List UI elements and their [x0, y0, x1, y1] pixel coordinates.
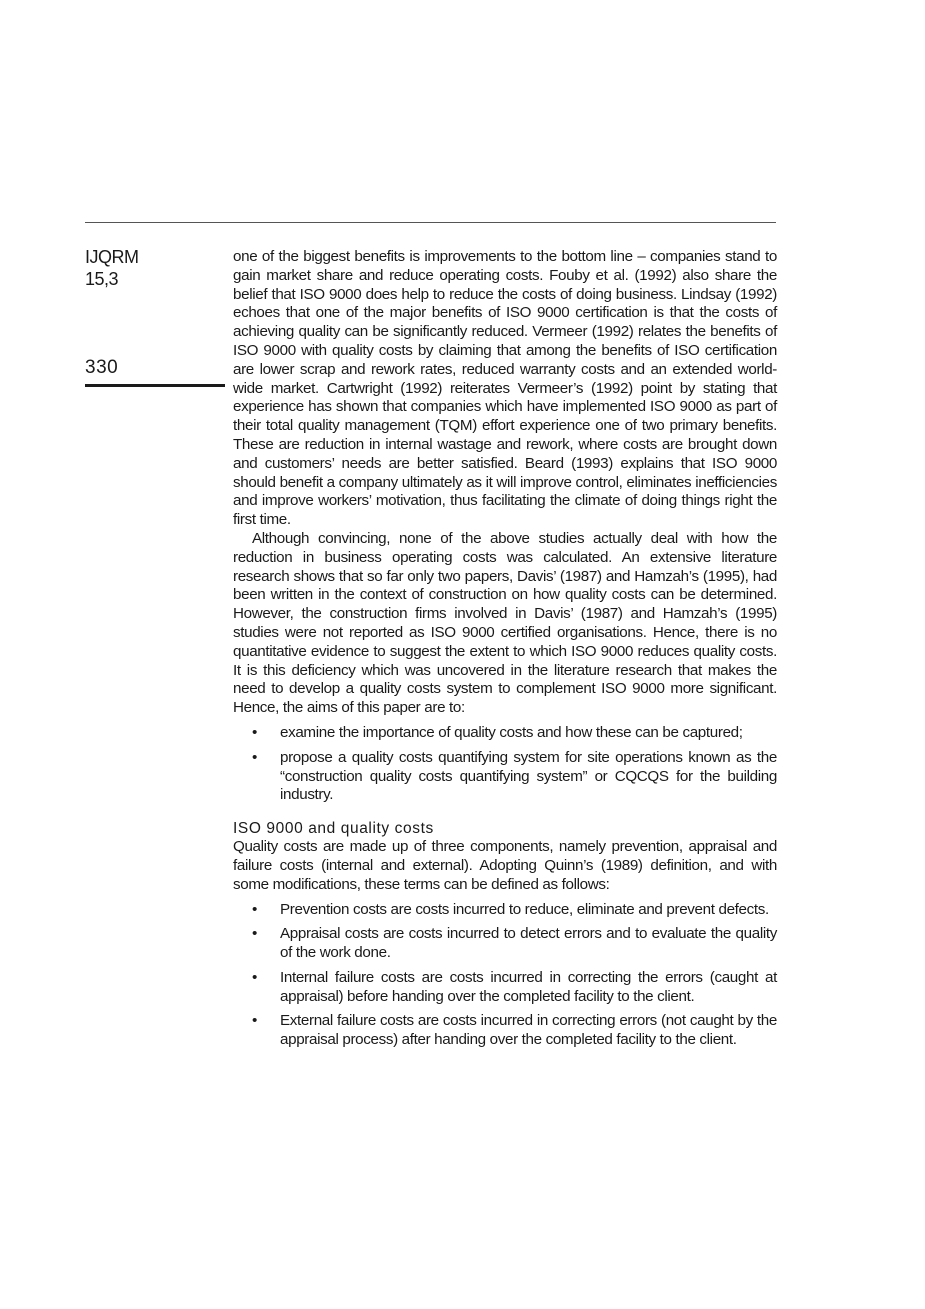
list-item — [233, 749, 777, 805]
bullet-icon: • — [252, 723, 257, 741]
list-item — [233, 969, 777, 1007]
section-heading: ISO 9000 and quality costs — [233, 820, 434, 838]
bullet-icon: • — [252, 900, 257, 918]
page-number: 330 — [85, 357, 119, 378]
list-item-text: Internal failure costs are costs incurred in correcting the errors (caught at appraisal) before handing over the completed facility to the client. — [280, 968, 777, 1005]
list-item — [233, 724, 777, 743]
header-rule — [85, 222, 776, 223]
body-paragraph-2: Although convincing, none of the above studies actually deal with how the reduction in business operating costs was calculated. An extensive literature research shows that so far only two papers, Davis’ (1987) and Hamzah’s (1995), had been written in the context of construction on how quality costs can be determined. However, the construction firms involved in Davis’ (1987) and Hamzah’s (1995) studies were not reported as ISO 9000 certified organisations. Hence, there is no quantitative evidence to suggest the extent to which ISO 9000 reduces quality costs. It is this deficiency which was uncovered in the literature research that makes the need to develop a quality costs system to complement ISO 9000 more significant. Hence, the aims of this paper are to: — [233, 529, 777, 717]
aims-list — [233, 724, 777, 805]
body-paragraph-1: one of the biggest benefits is improvements to the bottom line – companies stand to gain market share and reduce operating costs. Fouby et al. (1992) also share the belief that ISO 9000 does help to reduce the costs of doing business. Lindsay (1992) echoes that one of the major benefits of ISO 9000 certification is that the costs of achieving quality can be significantly reduced. Vermeer (1992) relates the benefits of ISO 9000 with quality costs by claiming that among the benefits of ISO certification are lower scrap and rework rates, reduced warranty costs and an extended world-wide market. Cartwright (1992) reiterates Vermeer’s (1992) point by stating that experience has shown that companies which have implemented ISO 9000 as part of their total quality management (TQM) effort experience one of two primary benefits. These are reduction in internal wastage and rework, where costs are brought down and customers’ needs are better satisfied. Beard (1993) explains that ISO 9000 should benefit a company ultimately as it will improve control, eliminates inefficiencies and improve workers’ motivation, thus facilitating the climate of doing things right the first time. — [233, 248, 777, 529]
definitions-list — [233, 901, 777, 1051]
bullet-icon: • — [252, 925, 257, 943]
page-number-rule — [85, 384, 225, 387]
list-item-text: External failure costs are costs incurred in correcting errors (not caught by the appraisal process) after handing over the completed facility to the client. — [280, 1012, 777, 1049]
bullet-icon: • — [252, 748, 257, 766]
list-item-text: propose a quality costs quantifying system for site operations known as the “construction quality costs quantifying system” or CQCQS for the building industry. — [280, 748, 777, 804]
running-header — [85, 246, 225, 290]
list-item-text: Prevention costs are costs incurred to reduce, eliminate and prevent defects. — [280, 900, 769, 918]
bullet-icon: • — [252, 1012, 257, 1030]
list-item-text: examine the importance of quality costs and how these can be captured; — [280, 723, 743, 741]
list-item — [233, 1012, 777, 1050]
list-item — [233, 901, 777, 920]
list-item — [233, 925, 777, 963]
main-text-column — [233, 248, 777, 1056]
volume-issue: 15,3 — [85, 269, 119, 289]
body-paragraph-3: Quality costs are made up of three components, namely prevention, appraisal and failure costs (internal and external). Adopting Quinn’s (1989) definition, and with some modifications, these terms can be defined as follows: — [233, 838, 777, 893]
list-item-text: Appraisal costs are costs incurred to detect errors and to evaluate the quality of the work done. — [280, 925, 777, 962]
bullet-icon: • — [252, 968, 257, 986]
journal-abbreviation: IJQRM — [85, 247, 139, 267]
